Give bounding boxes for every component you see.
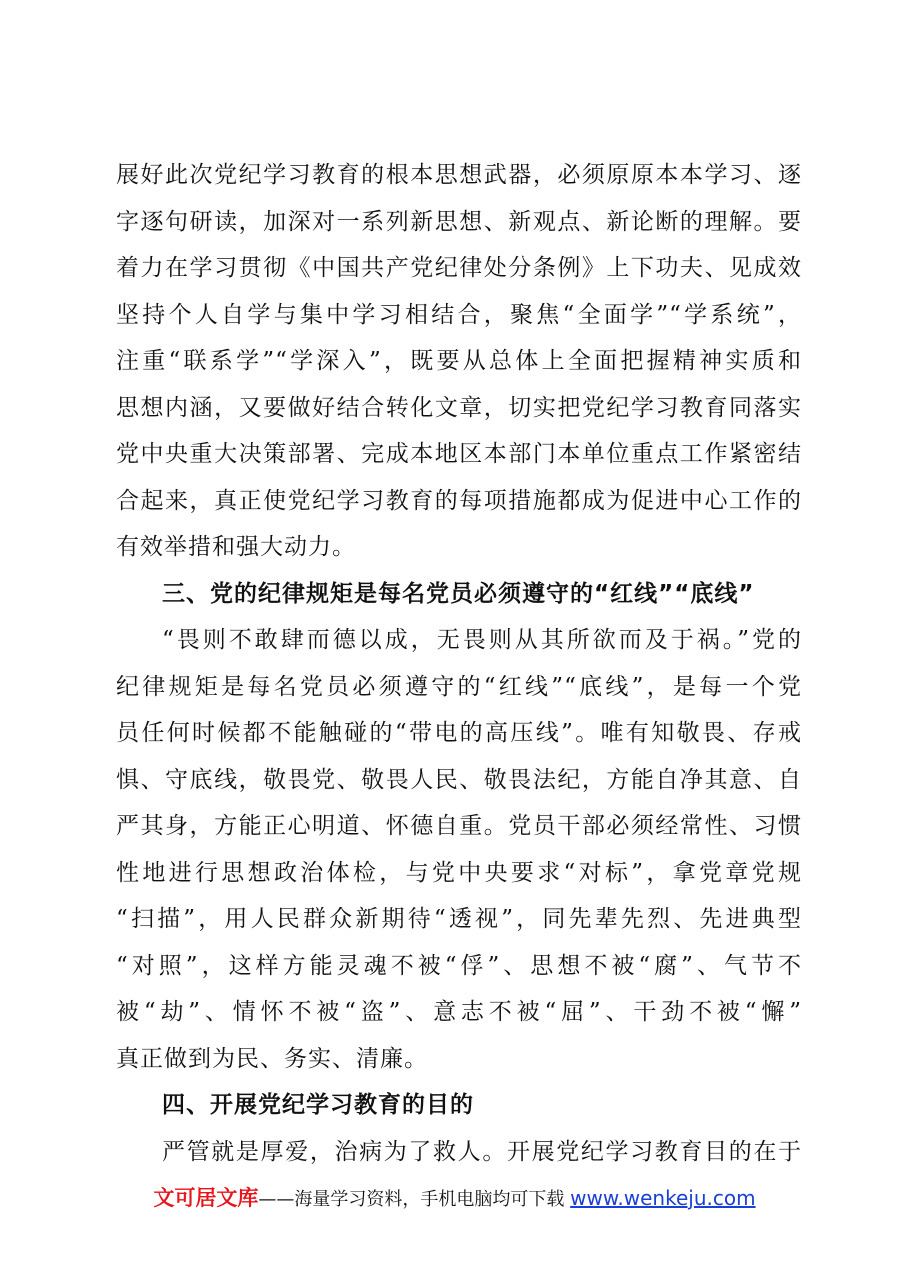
text-line: 严管就是厚爱，治病为了救人。开展党纪学习教育目的在于 (162, 1138, 802, 1165)
text-line: 惧、守底线，敬畏党、敬畏人民、敬畏法纪，方能自净其意、自 (116, 766, 802, 793)
paragraph-3 (116, 1129, 802, 1176)
text-line: 纪律规矩是每名党员必须遵守的“红线”“底线”，是每一个党 (116, 673, 802, 700)
text-line: 着力在学习贯彻《中国共产党纪律处分条例》上下功夫、见成效 (116, 255, 802, 281)
text-line: 坚持个人自学与集中学习相结合，聚焦“全面学”“学系统”， (116, 301, 802, 328)
text-line: “对照”，这样方能灵魂不被“俘”、思想不被“腐”、气节不 (116, 952, 802, 979)
text-line: 展好此次党纪学习教育的根本思想武器，必须原原本本学习、逐 (116, 162, 802, 188)
text-line: 思想内涵，又要做好结合转化文章，切实把党纪学习教育同落实 (116, 394, 802, 421)
section-heading-4: 四、开展党纪学习教育的目的 (162, 1092, 474, 1118)
text-line: 注重“联系学”“学深入”，既要从总体上全面把握精神实质和 (116, 348, 802, 374)
text-line: 真正做到为民、务实、清廉。 (116, 1045, 428, 1072)
text-line: 严其身，方能正心明道、怀德自重。党员干部必须经常性、习惯 (116, 813, 802, 839)
text-line: “畏则不敢肆而德以成，无畏则从其所欲而及于祸。”党的 (162, 627, 802, 653)
text-line: 被“劫”、情怀不被“盗”、意志不被“屈”、干劲不被“懈” (116, 999, 802, 1025)
footer-slogan: ——海量学习资料，手机电脑均可下载 (258, 1189, 565, 1210)
text-line: 合起来，真正使党纪学习教育的每项措施都成为促进中心工作的 (116, 487, 802, 514)
paragraph-1 (116, 152, 802, 571)
paragraph-2 (116, 617, 802, 1082)
document-body (116, 152, 802, 1175)
text-line: “扫描”，用人民群众新期待“透视”，同先辈先烈、先进典型 (116, 906, 802, 932)
footer-banner (0, 1182, 909, 1212)
site-link[interactable]: www.wenkeju.com (570, 1186, 756, 1210)
text-line: 党中央重大决策部署、完成本地区本部门本单位重点工作紧密结 (116, 441, 802, 467)
text-line: 员任何时候都不能触碰的“带电的高压线”。唯有知敬畏、存戒 (116, 720, 802, 746)
text-line: 字逐句研读，加深对一系列新思想、新观点、新论断的理解。要 (116, 208, 802, 235)
text-line: 性地进行思想政治体检，与党中央要求“对标”，拿党章党规 (116, 859, 802, 886)
text-line: 有效举措和强大动力。 (116, 534, 356, 560)
section-heading-3: 三、党的纪律规矩是每名党员必须遵守的“红线”“底线” (162, 580, 755, 607)
brand-name: 文可居文库 (153, 1186, 259, 1210)
